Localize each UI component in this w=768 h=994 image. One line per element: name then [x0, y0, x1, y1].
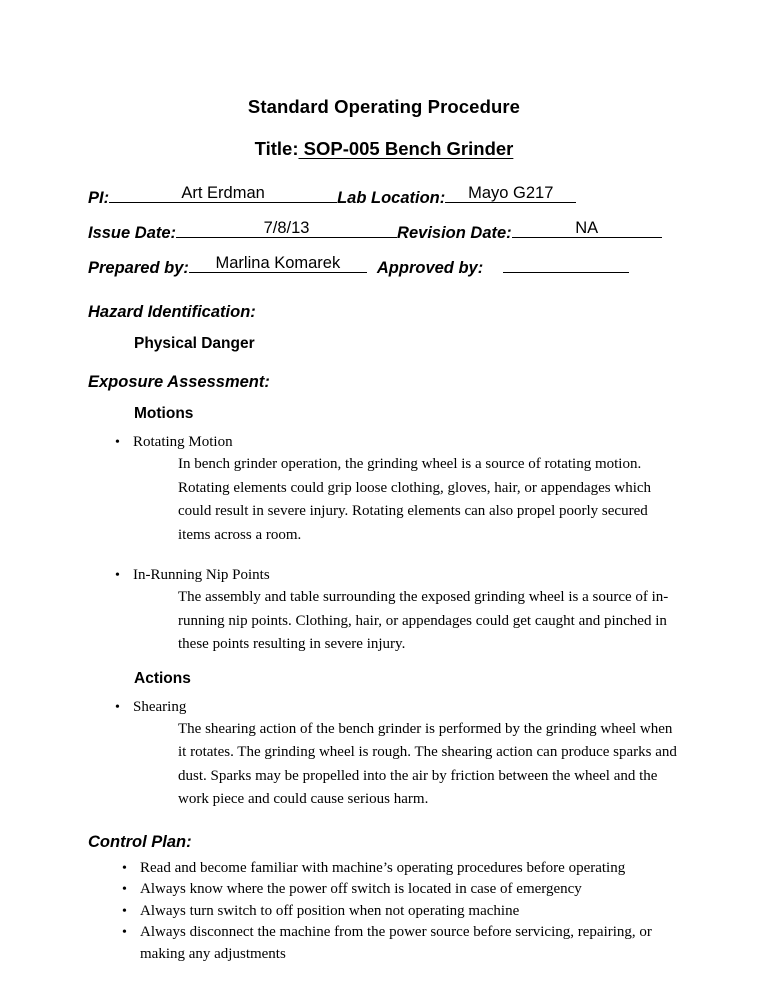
- list-item-label: Rotating Motion: [133, 434, 233, 450]
- subheading-motions: Motions: [134, 405, 194, 422]
- form-row-pi: [88, 181, 680, 216]
- list-item-body: The assembly and table surrounding the exposed grinding wheel is a source of in-running nip points. Clothing, hair, or appendages could get caught and pinched in these points resulting in severe injury.: [178, 589, 669, 652]
- control-plan-list: [88, 858, 680, 966]
- list-item: [88, 565, 680, 586]
- pi-label: PI:: [88, 189, 110, 207]
- form-row-dates: [88, 216, 680, 251]
- document-title: Standard Operating Procedure: [247, 96, 521, 117]
- issue-date-value[interactable]: 7/8/13: [176, 220, 397, 238]
- list-item-label: Shearing: [133, 698, 187, 715]
- pi-value[interactable]: Art Erdman: [109, 185, 337, 203]
- lab-location-value[interactable]: Mayo G217: [445, 185, 576, 203]
- field-issue-date: [88, 216, 397, 251]
- subheading-actions: Actions: [134, 669, 191, 687]
- approved-by-value[interactable]: [503, 272, 629, 273]
- bullet-icon: •: [122, 860, 127, 876]
- field-pi: [88, 181, 337, 216]
- list-item-text: Always disconnect the machine from the power source before servicing, repairing, or making any adjustments: [140, 924, 652, 962]
- list-item-body: The shearing action of the bench grinder is performed by the grinding wheel when it rotates. The grinding wheel is rough. The shearing action can produce sparks and dust. Sparks may be propelled into the air by friction between the wheel and the work piece and could cause serious harm.: [178, 720, 677, 807]
- issue-date-label: Issue Date:: [88, 224, 177, 242]
- bullet-icon: •: [122, 903, 127, 919]
- list-item: [88, 858, 680, 880]
- list-item: [88, 432, 680, 453]
- prepared-by-label: Prepared by:: [88, 259, 189, 277]
- list-item-text: Read and become familiar with machine’s operating procedures before operating: [140, 859, 626, 876]
- document-subtitle: [88, 138, 680, 160]
- list-item-text: Always turn switch to off position when not operating machine: [140, 902, 520, 919]
- field-approved-by: [377, 251, 629, 286]
- section-heading-hazard-identification: Hazard Identification:: [88, 303, 256, 321]
- form-row-signoff: [88, 251, 680, 286]
- prepared-by-value[interactable]: Marlina Komarek: [189, 255, 367, 273]
- bullet-icon: •: [122, 882, 127, 897]
- section-heading-exposure-assessment: Exposure Assessment:: [88, 373, 270, 391]
- list-item: [88, 879, 680, 901]
- field-prepared-by: [88, 251, 367, 286]
- bullet-icon: •: [115, 435, 120, 450]
- lab-location-label: Lab Location:: [337, 189, 446, 207]
- list-item: [88, 697, 680, 718]
- bullet-icon: •: [122, 925, 127, 940]
- list-item: [88, 901, 680, 923]
- document-body: [88, 96, 680, 965]
- list-item-text: Always know where the power off switch is located in case of emergency: [140, 881, 582, 897]
- field-revision-date: [397, 216, 662, 251]
- list-item-body: In bench grinder operation, the grinding wheel is a source of rotating motion. Rotating elements could grip loose clothing, gloves, hair, or appendages which could result in severe injury. Rotating elements can also propel poorly secured items across a room.: [178, 456, 652, 543]
- section-heading-control-plan: Control Plan:: [88, 832, 192, 851]
- revision-date-label: Revision Date:: [397, 224, 512, 242]
- bullet-icon: •: [115, 699, 120, 715]
- revision-date-value[interactable]: NA: [512, 220, 662, 238]
- hazard-identification-item: Physical Danger: [134, 335, 255, 352]
- subtitle-label: Title:: [254, 138, 299, 159]
- list-item-label: In-Running Nip Points: [133, 567, 270, 583]
- subtitle-value: SOP-005 Bench Grinder: [298, 138, 514, 159]
- field-lab-location: [337, 181, 576, 216]
- bullet-icon: •: [115, 568, 120, 583]
- list-item: [88, 922, 680, 965]
- approved-by-label: Approved by:: [376, 259, 484, 277]
